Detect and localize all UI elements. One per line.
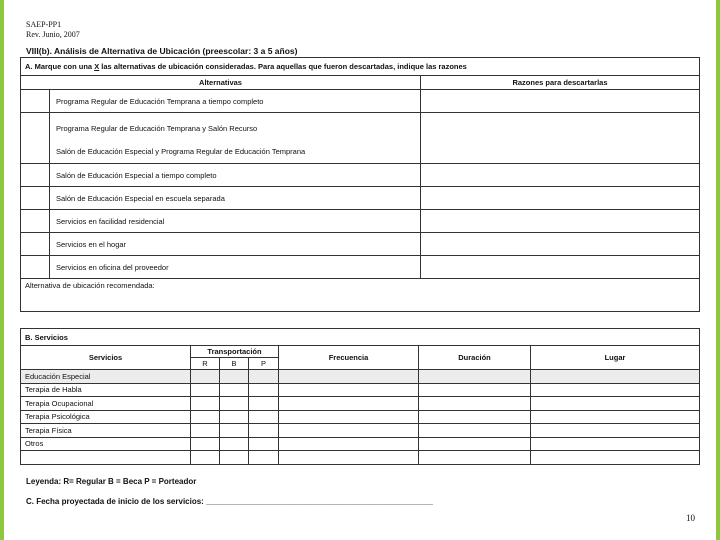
service-row — [21, 424, 700, 438]
transport-p-cell[interactable] — [249, 410, 279, 424]
reason-cell[interactable] — [421, 210, 700, 233]
col-transportacion: Transportación — [191, 346, 279, 358]
transport-r-cell[interactable] — [191, 424, 220, 438]
service-row — [21, 397, 700, 411]
alternative-label-group — [50, 113, 421, 164]
transport-p-cell[interactable] — [249, 370, 279, 384]
service-label: Educación Especial — [21, 370, 191, 384]
frecuencia-cell[interactable] — [279, 437, 419, 451]
col-r: R — [191, 358, 220, 370]
transport-r-cell[interactable] — [191, 451, 220, 465]
reason-cell[interactable] — [421, 90, 700, 113]
service-label: Terapia Psicológica — [21, 410, 191, 424]
service-row — [21, 437, 700, 451]
transport-b-cell[interactable] — [220, 397, 249, 411]
transport-p-cell[interactable] — [249, 383, 279, 397]
frecuencia-cell[interactable] — [279, 451, 419, 465]
service-row — [21, 410, 700, 424]
frecuencia-cell[interactable] — [279, 410, 419, 424]
alternative-label: Salón de Educación Especial a tiempo completo — [50, 164, 421, 187]
transport-r-cell[interactable] — [191, 410, 220, 424]
service-label: Terapia de Habla — [21, 383, 191, 397]
reason-cell[interactable] — [421, 256, 700, 279]
frecuencia-cell[interactable] — [279, 397, 419, 411]
reason-cell[interactable] — [421, 164, 700, 187]
alternative-label: Programa Regular de Educación Temprana a tiempo completo — [50, 90, 421, 113]
alternative-label: Servicios en oficina del proveedor — [50, 256, 421, 279]
alternative-checkbox[interactable] — [21, 187, 50, 210]
duracion-cell[interactable] — [419, 437, 531, 451]
col-razones: Razones para descartarlas — [421, 76, 700, 90]
page-number: 10 — [686, 513, 695, 523]
duracion-cell[interactable] — [419, 410, 531, 424]
col-servicios: Servicios — [21, 346, 191, 370]
col-p: P — [249, 358, 279, 370]
col-lugar: Lugar — [531, 346, 700, 370]
frecuencia-cell[interactable] — [279, 370, 419, 384]
service-label: Terapia Ocupacional — [21, 397, 191, 411]
alternative-label: Salón de Educación Especial en escuela separada — [50, 187, 421, 210]
service-row-blank — [21, 451, 700, 465]
frecuencia-cell[interactable] — [279, 383, 419, 397]
reason-cell[interactable] — [421, 233, 700, 256]
service-row — [21, 383, 700, 397]
reason-cell[interactable] — [421, 187, 700, 210]
transport-p-cell[interactable] — [249, 424, 279, 438]
transport-b-cell[interactable] — [220, 383, 249, 397]
transport-p-cell[interactable] — [249, 437, 279, 451]
lugar-cell[interactable] — [531, 397, 700, 411]
transport-p-cell[interactable] — [249, 451, 279, 465]
service-label-blank[interactable] — [21, 451, 191, 465]
service-row — [21, 370, 700, 384]
transport-r-cell[interactable] — [191, 370, 220, 384]
col-duracion: Duración — [419, 346, 531, 370]
col-frecuencia: Frecuencia — [279, 346, 419, 370]
recommended-label: Alternativa de ubicación recomendada: — [25, 281, 155, 290]
section-title: VIII(b). Análisis de Alternativa de Ubicación (preescolar: 3 a 5 años) — [26, 46, 298, 56]
lugar-cell[interactable] — [531, 451, 700, 465]
transport-r-cell[interactable] — [191, 397, 220, 411]
service-label: Otros — [21, 437, 191, 451]
alternative-label: Programa Regular de Educación Temprana y Salón Recurso — [56, 124, 258, 133]
reason-cell[interactable] — [421, 113, 700, 164]
transport-b-cell[interactable] — [220, 370, 249, 384]
alternative-label: Salón de Educación Especial y Programa Regular de Educación Temprana — [56, 147, 306, 156]
alternative-checkbox[interactable] — [21, 256, 50, 279]
transport-b-cell[interactable] — [220, 424, 249, 438]
alternative-label: Servicios en facilidad residencial — [50, 210, 421, 233]
alternative-checkbox[interactable] — [21, 113, 50, 164]
service-label: Terapia Física — [21, 424, 191, 438]
alternatives-table — [20, 57, 700, 312]
alternative-checkbox[interactable] — [21, 90, 50, 113]
form-code: SAEP-PP1 — [26, 20, 62, 29]
transport-b-cell[interactable] — [220, 451, 249, 465]
lugar-cell[interactable] — [531, 410, 700, 424]
duracion-cell[interactable] — [419, 451, 531, 465]
alternative-label: Servicios en el hogar — [50, 233, 421, 256]
transport-r-cell[interactable] — [191, 437, 220, 451]
left-border-bar — [0, 0, 4, 540]
transport-b-cell[interactable] — [220, 410, 249, 424]
alternative-checkbox[interactable] — [21, 233, 50, 256]
frecuencia-cell[interactable] — [279, 424, 419, 438]
duracion-cell[interactable] — [419, 370, 531, 384]
col-b: B — [220, 358, 249, 370]
revision-date: Rev. Junio, 2007 — [26, 30, 80, 39]
duracion-cell[interactable] — [419, 397, 531, 411]
col-alternativas: Alternativas — [21, 76, 421, 90]
section-b-title: B. Servicios — [21, 329, 700, 346]
duracion-cell[interactable] — [419, 383, 531, 397]
duracion-cell[interactable] — [419, 424, 531, 438]
section-a-instruction: A. Marque con una X las alternativas de ubicación consideradas. Para aquellas que fueron descartadas, indique las razones — [21, 58, 700, 76]
lugar-cell[interactable] — [531, 383, 700, 397]
recommended-alternative-field[interactable] — [21, 279, 700, 312]
alternative-checkbox[interactable] — [21, 164, 50, 187]
alternative-checkbox[interactable] — [21, 210, 50, 233]
transport-r-cell[interactable] — [191, 383, 220, 397]
lugar-cell[interactable] — [531, 370, 700, 384]
lugar-cell[interactable] — [531, 437, 700, 451]
lugar-cell[interactable] — [531, 424, 700, 438]
document-header — [26, 20, 80, 40]
projected-start-date-field[interactable]: C. Fecha proyectada de inicio de los servicios: ___________________________________________________ — [26, 497, 433, 506]
transport-p-cell[interactable] — [249, 397, 279, 411]
transport-b-cell[interactable] — [220, 437, 249, 451]
right-border-bar — [716, 0, 720, 540]
services-table — [20, 328, 700, 465]
legend: Leyenda: R= Regular B = Beca P = Porteador — [26, 477, 197, 486]
